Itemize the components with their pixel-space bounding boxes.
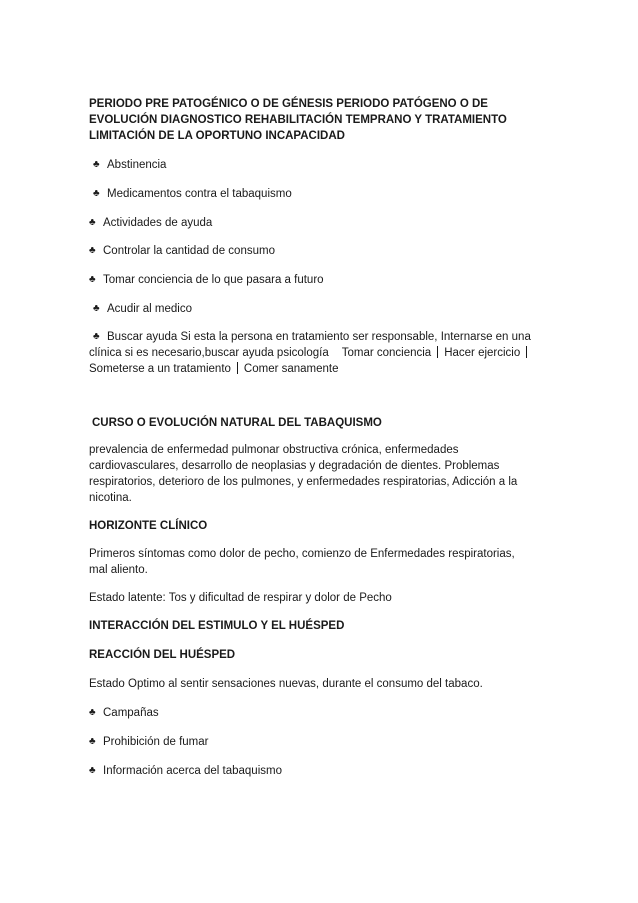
list-item-informacion [89,763,559,779]
spacer [335,346,336,358]
list-item-label: Acudir al medico [107,303,193,315]
separator-bar [526,346,527,358]
list-item-acudir [89,301,559,317]
list-item-tomar-conciencia [89,272,559,288]
list-item-label: Campañas [103,707,159,719]
text-segment: Comer sanamente [243,363,339,375]
section5-body: Estado Optimo al sentir sensaciones nuevas, durante el consumo del tabaco. [89,678,483,690]
list-item-label: Buscar ayuda Si esta la persona en tratamiento ser responsable, Internarse en una [107,331,531,343]
list-item-label: Abstinencia [107,159,167,171]
club-bullet-icon: ♣ [89,736,96,747]
club-bullet-icon: ♣ [89,217,96,228]
list-item-label: Medicamentos contra el tabaquismo [107,188,292,200]
section2-body-line-4: nicotina. [89,492,132,504]
buscar-ayuda-line-2 [89,345,559,361]
list-item-controlar [89,243,559,259]
section2-title: CURSO O EVOLUCIÓN NATURAL DEL TABAQUISMO [92,417,382,429]
text-segment: Hacer ejercicio [444,347,521,359]
list-item-medicamentos [89,186,559,202]
list-item-label: Actividades de ayuda [103,217,213,229]
separator-bar [437,346,438,358]
text-segment: Someterse a un tratamiento [89,363,231,375]
section2-body-line-2: cardiovasculares, desarrollo de neoplasias y degradación de dientes. Problemas [89,460,500,472]
list-item-campanas [89,705,559,721]
list-item-actividades [89,215,559,231]
section2-body-line-1: prevalencia de enfermedad pulmonar obstructiva crónica, enfermedades [89,444,459,456]
section3-latent: Estado latente: Tos y dificultad de respirar y dolor de Pecho [89,592,392,604]
club-bullet-icon: ♣ [89,245,96,256]
section1-title-line-2: EVOLUCIÓN DIAGNOSTICO REHABILITACIÓN TEMPRANO Y TRATAMIENTO [89,114,507,126]
text-segment: Tomar conciencia [341,347,432,359]
list-item-buscar-ayuda [89,329,559,345]
section3-body-line-1: Primeros síntomas como dolor de pecho, comienzo de Enfermedades respiratorias, [89,548,515,560]
section2-body-line-3: respiratorios, deterioro de los pulmones, y enfermedades respiratorias, Adicción a la [89,476,518,488]
list-item-label: Tomar conciencia de lo que pasara a futuro [103,274,324,286]
club-bullet-icon: ♣ [93,159,100,170]
section1-title-line-3: LIMITACIÓN DE LA OPORTUNO INCAPACIDAD [89,130,345,142]
club-bullet-icon: ♣ [93,188,100,199]
text-segment: clínica si es necesario,buscar ayuda psicología [89,347,329,359]
club-bullet-icon: ♣ [93,331,100,342]
club-bullet-icon: ♣ [89,274,96,285]
list-item-prohibicion [89,734,559,750]
list-item-label: Información acerca del tabaquismo [103,765,282,777]
document-page [89,96,559,779]
section4-title: INTERACCIÓN DEL ESTIMULO Y EL HUÉSPED [89,620,345,632]
club-bullet-icon: ♣ [89,707,96,718]
section1-title-line-1: PERIODO PRE PATOGÉNICO O DE GÉNESIS PERIODO PATÓGENO O DE [89,98,488,110]
club-bullet-icon: ♣ [89,765,96,776]
list-item-label: Controlar la cantidad de consumo [103,245,275,257]
buscar-ayuda-line-3 [89,361,559,377]
section3-body-line-2: mal aliento. [89,564,148,576]
section5-title: REACCIÓN DEL HUÉSPED [89,649,236,661]
list-item-abstinencia [89,157,559,173]
separator-bar [237,362,238,374]
list-item-label: Prohibición de fumar [103,736,209,748]
section3-title: HORIZONTE CLÍNICO [89,520,208,532]
club-bullet-icon: ♣ [93,303,100,314]
